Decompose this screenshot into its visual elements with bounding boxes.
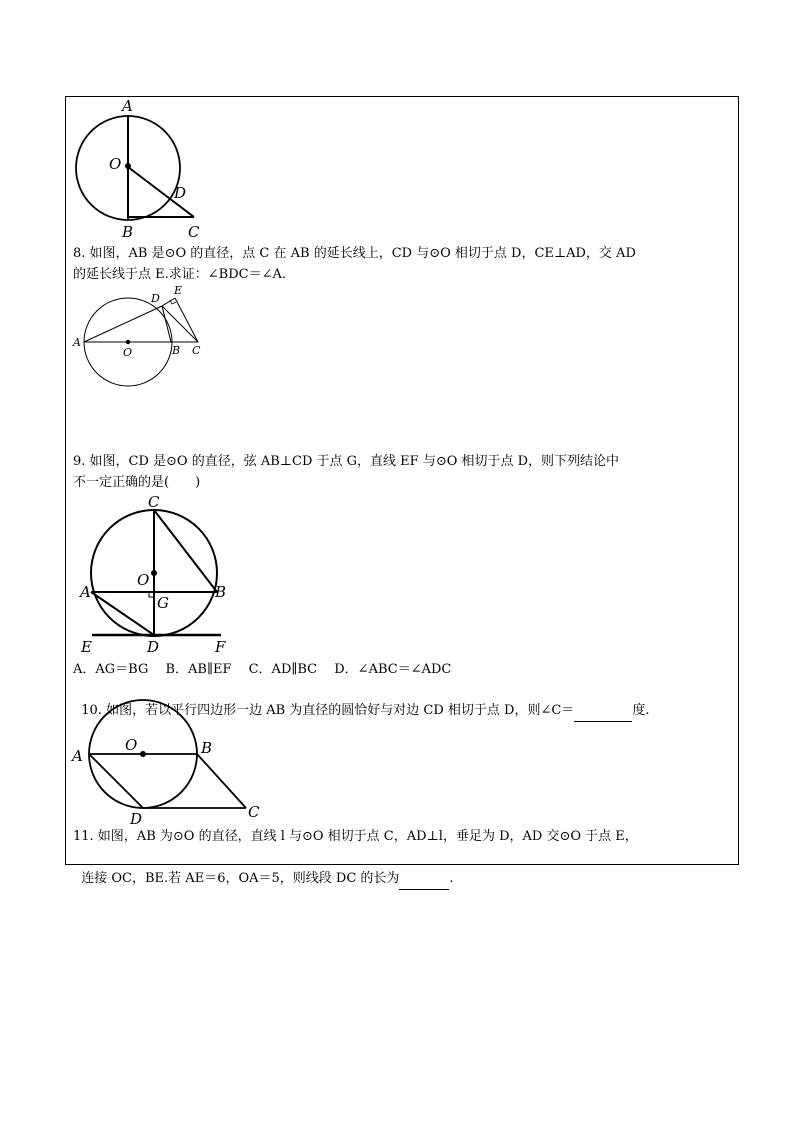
label-O: O xyxy=(109,155,122,173)
label-A: A xyxy=(80,583,91,601)
q8-line1: 8. 如图，AB 是⊙O 的直径，点 C 在 AB 的延长线上，CD 与⊙O 相切于点 D，CE⊥AD，交 AD xyxy=(73,246,636,261)
label-C: C xyxy=(188,223,200,241)
q10-text-before: 10. 如图，若以平行四边形一边 AB 为直径的圆恰好与对边 CD 相切于点 D，则∠C＝ xyxy=(81,703,575,718)
q11-text-after: . xyxy=(449,871,454,886)
label-D: D xyxy=(151,292,160,305)
q9-line2: 不一定正确的是( ) xyxy=(73,475,201,490)
label-A: A xyxy=(122,97,133,115)
q11-line1: 11. 如图，AB 为⊙O 的直径，直线 l 与⊙O 相切于点 C，AD⊥l，垂足为 D，AD 交⊙O 于点 E， xyxy=(73,829,638,844)
figure-q9-chord-tangent xyxy=(76,494,236,654)
figure-q10-parallelogram-circle xyxy=(70,700,270,828)
q10-text-after: 度. xyxy=(632,703,650,718)
figure-q7-circle-tangent xyxy=(70,96,210,241)
q11-text-before: 连接 OC，BE.若 AE＝6，OA＝5，则线段 DC 的长为 xyxy=(81,871,400,886)
label-C: C xyxy=(148,493,160,511)
q8-line2: 的延长线于点 E.求证：∠BDC＝∠A. xyxy=(73,267,286,282)
label-C: C xyxy=(192,344,201,357)
label-D: D xyxy=(130,810,143,828)
q9-line1: 9. 如图，CD 是⊙O 的直径，弦 AB⊥CD 于点 G，直线 EF 与⊙O 相切于点 D，则下列结论中 xyxy=(73,454,620,469)
label-D: D xyxy=(147,638,160,656)
label-B: B xyxy=(122,223,134,241)
q11-line2 xyxy=(73,847,733,890)
label-E: E xyxy=(81,638,92,656)
label-G: G xyxy=(157,594,169,612)
label-A: A xyxy=(72,747,83,765)
q11-answer-blank[interactable] xyxy=(399,868,449,890)
label-B: B xyxy=(172,344,181,357)
label-F: F xyxy=(215,638,226,656)
q9-options: A．AG＝BG B．AB∥EF C．AD∥BC D．∠ABC＝∠ADC xyxy=(73,662,452,677)
label-O: O xyxy=(123,346,133,359)
figure-q8-tangent-diagram xyxy=(70,284,210,388)
label-E: E xyxy=(174,284,183,297)
label-C: C xyxy=(248,803,260,821)
q10-answer-blank[interactable] xyxy=(574,700,632,722)
label-D: D xyxy=(174,184,187,202)
label-A: A xyxy=(73,336,81,349)
label-B: B xyxy=(201,739,213,757)
label-O: O xyxy=(137,571,150,589)
label-B: B xyxy=(215,583,227,601)
label-O: O xyxy=(125,736,138,754)
